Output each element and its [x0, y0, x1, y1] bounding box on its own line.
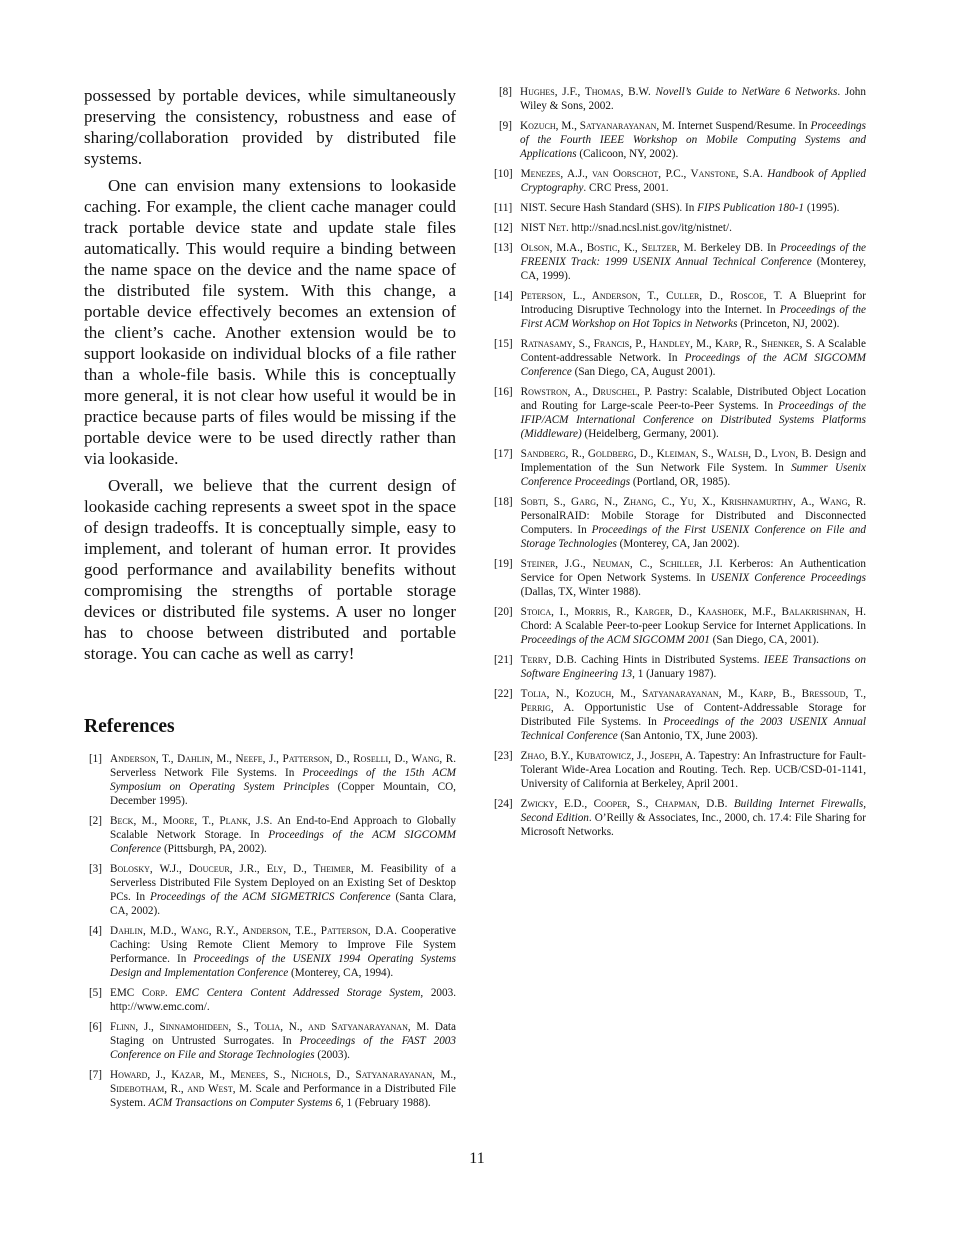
- reference-title: Design and Implementation of the Sun Network File System. In: [520, 448, 866, 474]
- reference-text: [110, 924, 456, 980]
- reference-venue: Summer Usenix Conference Proceedings: [520, 462, 867, 488]
- reference-title: Cooperative Caching: Using Remote Client Memory to Improve File System Performance. In: [110, 925, 456, 965]
- reference-authors: EMC Corp.: [110, 987, 168, 999]
- body-paragraph: One can envision many extensions to lookaside caching. For example, the client cache manager could track portable device state and update stale files automatically. This would require a binding between the name space on the device and the name space of the distributed file system. With this change, a portable device effectively becomes an extension of the client’s cache. Another extension would be to support lookaside on individual blocks of a file rather than a whole-file basis. While this is conceptually more general, it is not clear how useful it would be in practice because parts of files would be missing if the portable device were to be used directly rather than via lookaside.: [84, 176, 456, 468]
- reference-authors: Tolia, N., Kozuch, M., Satyanarayanan, M., Karp, B., Bressoud, T., Perrig, A.: [520, 688, 866, 714]
- reference-venue: Handbook of Applied Cryptography: [520, 168, 867, 194]
- reference-text: [520, 119, 866, 161]
- reference-title: Data Staging on Untrusted Surrogates. In: [110, 1021, 456, 1047]
- reference-authors: NIST Net.: [520, 222, 569, 234]
- reference-entry: [84, 986, 456, 1014]
- reference-title: Berkeley DB. In: [696, 242, 781, 254]
- reference-details: (Calicoon, NY, 2002).: [576, 148, 679, 160]
- reference-number: [22]: [494, 688, 513, 700]
- reference-number: [15]: [494, 338, 513, 350]
- references-heading: References: [84, 716, 175, 737]
- reference-text: [521, 687, 866, 743]
- reference-number: [19]: [494, 558, 513, 570]
- reference-title: Tapestry: An Infrastructure for Fault-Tolerant Wide-Area Location and Routing. Tech. Rep. UCB/CSD-01-1141, University of California at Berkeley, April 2001.: [520, 750, 866, 790]
- references-list-right: [494, 85, 866, 839]
- reference-entry: [494, 167, 866, 195]
- reference-authors: Dahlin, M.D., Wang, R.Y., Anderson, T.E., Patterson, D.A.: [110, 925, 397, 937]
- reference-number: [21]: [494, 654, 513, 666]
- reference-details: (Monterey, CA, Jan 2002).: [616, 538, 740, 550]
- reference-text: [521, 221, 866, 235]
- reference-entry: [84, 924, 456, 980]
- reference-text: [110, 752, 456, 808]
- reference-entry: [494, 797, 866, 839]
- reference-entry: [494, 289, 866, 331]
- reference-text: [520, 201, 866, 215]
- reference-venue: Proceedings of the First USENIX Conference on File and Storage Technologies: [520, 524, 866, 550]
- reference-title: Feasibility of a Serverless Distributed File System Deployed on an Existing Set of Desktop PCs. In: [110, 863, 456, 903]
- reference-entry: [494, 605, 866, 647]
- reference-authors: Olson, M.A., Bostic, K., Seltzer, M.: [520, 242, 697, 254]
- reference-entry: [494, 221, 866, 235]
- reference-venue: Proceedings of the USENIX 1994 Operating Systems Design and Implementation Conference: [110, 953, 456, 979]
- reference-details: . O’Reilly & Associates, Inc., 2000, ch. 17.4: File Sharing for Microsoft Networks.: [520, 812, 866, 838]
- reference-text: [521, 605, 866, 647]
- reference-details: . John Wiley & Sons, 2002.: [520, 86, 866, 112]
- body-paragraph: Overall, we believe that the current design of lookaside caching represents a sweet spot in the space of design tradeoffs. It is conceptually simple, easy to implement, and tolerant of human error. It provides good performance and availability benefits without compromising the strengths of portable storage devices or distributed file systems. A user no longer has to choose between distributed and portable storage. You can cache as well as carry!: [84, 476, 456, 663]
- reference-entry: [84, 752, 456, 808]
- reference-text: [110, 1020, 456, 1062]
- reference-authors: Rowstron, A., Druschel, P.: [520, 386, 652, 398]
- body-paragraph: possessed by portable devices, while simultaneously preserving the consistency, robustness and ease of sharing/collaboration provided by distributed file systems.: [84, 86, 456, 168]
- reference-entry: [494, 241, 866, 283]
- reference-venue: Proceedings of the FREENIX Track: 1999 USENIX Annual Technical Conference: [520, 242, 866, 268]
- reference-title: Caching Hints in Distributed Systems.: [576, 654, 764, 666]
- reference-text: [521, 167, 866, 195]
- reference-text: [521, 447, 866, 489]
- reference-number: [10]: [494, 168, 513, 180]
- reference-number: [4]: [88, 925, 102, 937]
- reference-authors: Zwicky, E.D., Cooper, S., Chapman, D.B.: [520, 798, 728, 810]
- reference-details: . CRC Press, 2001.: [583, 182, 669, 194]
- reference-text: [521, 385, 866, 441]
- reference-venue: Building Internet Firewalls, Second Edition: [520, 798, 866, 824]
- reference-venue: Proceedings of the ACM SIGMETRICS Conference: [150, 891, 391, 903]
- reference-title: Secure Hash Standard (SHS). In: [547, 202, 698, 214]
- reference-entry: [494, 337, 866, 379]
- reference-title: Serverless Network File Systems. In: [110, 767, 303, 779]
- reference-authors: Sandberg, R., Goldberg, D., Kleiman, S., Walsh, D., Lyon, B.: [520, 448, 812, 460]
- reference-authors: Anderson, T., Dahlin, M., Neefe, J., Patterson, D., Roselli, D., Wang, R.: [110, 753, 456, 765]
- reference-title: A Scalable Content-addressable Network. In: [520, 338, 866, 364]
- reference-venue: Proceedings of the FAST 2003 Conference on File and Storage Technologies: [110, 1035, 456, 1061]
- reference-text: [110, 986, 456, 1014]
- reference-entry: [494, 201, 866, 215]
- reference-number: [20]: [494, 606, 513, 618]
- reference-title: A Blueprint for Introducing Disruptive Technology into the Internet. In: [520, 290, 866, 316]
- reference-authors: Zhao, B.Y., Kubatowicz, J., Joseph, A.: [520, 750, 696, 762]
- left-column: [84, 85, 456, 1116]
- reference-number: [6]: [88, 1021, 102, 1033]
- reference-details: , 1 (January 1987).: [632, 668, 717, 680]
- reference-entry: [494, 653, 866, 681]
- reference-details: (San Diego, CA, August 2001).: [571, 366, 716, 378]
- reference-entry: [494, 749, 866, 791]
- reference-venue: Proceedings of the ACM SIGCOMM 2001: [520, 634, 710, 646]
- reference-details: (Monterey, CA, 1999).: [520, 256, 866, 282]
- reference-text: [520, 85, 866, 113]
- reference-entry: [84, 862, 456, 918]
- reference-details: (Portland, OR, 1985).: [630, 476, 731, 488]
- reference-authors: Stoica, I., Morris, R., Karger, D., Kaashoek, M.F., Balakrishnan, H.: [520, 606, 866, 618]
- reference-details: (San Diego, CA, 2001).: [709, 634, 819, 646]
- reference-venue: Proceedings of the ACM SIGCOMM Conference: [110, 829, 456, 855]
- reference-details: (Santa Clara, CA, 2002).: [110, 891, 457, 917]
- reference-authors: Flinn, J., Sinnamohideen, S., Tolia, N., and Satyanarayanan, M.: [110, 1021, 430, 1033]
- reference-details: , 1 (February 1988).: [340, 1097, 431, 1109]
- reference-details: (2003).: [314, 1049, 350, 1061]
- reference-number: [8]: [498, 86, 512, 98]
- reference-entry: [494, 687, 866, 743]
- reference-entry: [494, 85, 866, 113]
- reference-details: (Princeton, NJ, 2002).: [737, 318, 840, 330]
- reference-authors: Peterson, L., Anderson, T., Culler, D., Roscoe, T.: [520, 290, 783, 302]
- reference-number: [14]: [494, 290, 513, 302]
- reference-details: , 2003. http://www.emc.com/.: [110, 987, 456, 1013]
- reference-number: [23]: [494, 750, 513, 762]
- reference-entry: [494, 557, 866, 599]
- reference-details: (Heidelberg, Germany, 2001).: [581, 428, 719, 440]
- reference-number: [18]: [494, 496, 513, 508]
- reference-number: [9]: [498, 120, 512, 132]
- reference-venue: Novell’s Guide to NetWare 6 Networks: [655, 86, 838, 98]
- reference-number: [11]: [494, 202, 513, 214]
- reference-title: Pastry: Scalable, Distributed Object Location and Routing for Large-scale Peer-to-Peer Systems. In: [520, 386, 866, 412]
- reference-text: [521, 653, 866, 681]
- reference-details: (Dallas, TX, Winter 1988).: [520, 586, 641, 598]
- reference-title: Internet Suspend/Resume. In: [674, 120, 811, 132]
- reference-text: [110, 1068, 456, 1110]
- reference-entry: [494, 495, 866, 551]
- reference-number: [2]: [88, 815, 102, 827]
- reference-venue: ACM Transactions on Computer Systems 6: [148, 1097, 341, 1109]
- reference-venue: Proceedings of the First ACM Workshop on Hot Topics in Networks: [520, 304, 866, 330]
- references-list-left: [84, 752, 456, 1110]
- reference-authors: Beck, M., Moore, T., Plank, J.S.: [110, 815, 273, 827]
- reference-title: http://snad.ncsl.nist.gov/itg/nistnet/.: [568, 222, 732, 234]
- reference-title: Chord: A Scalable Peer-to-peer Lookup Service for Internet Applications. In: [520, 620, 866, 632]
- reference-venue: Proceedings of the 15th ACM Symposium on Operating System Principles: [110, 767, 456, 793]
- reference-details: (Pittsburgh, PA, 2002).: [161, 843, 267, 855]
- reference-authors: Bolosky, W.J., Douceur, J.R., Ely, D., Theimer, M.: [110, 863, 374, 875]
- reference-text: [110, 814, 456, 856]
- reference-text: [521, 797, 866, 839]
- reference-entry: [494, 385, 866, 441]
- reference-number: [7]: [88, 1069, 102, 1081]
- reference-number: [5]: [88, 987, 102, 999]
- right-column: [494, 85, 866, 845]
- reference-venue: IEEE Transactions on Software Engineering 13: [520, 654, 866, 680]
- reference-title: Scale and Performance in a Distributed File System.: [110, 1083, 456, 1109]
- reference-text: [521, 749, 866, 791]
- reference-details: (San Antonio, TX, June 2003).: [617, 730, 758, 742]
- reference-number: [1]: [88, 753, 102, 765]
- reference-entry: [84, 814, 456, 856]
- reference-venue: EMC Centera Content Addressed Storage System: [175, 987, 421, 999]
- reference-title: Kerberos: An Authentication Service for Open Network Systems. In: [520, 558, 866, 584]
- reference-number: [17]: [494, 448, 513, 460]
- reference-text: [521, 495, 866, 551]
- reference-authors: Menezes, A.J., van Oorschot, P.C., Vanstone, S.A.: [520, 168, 763, 180]
- reference-authors: Howard, J., Kazar, M., Menees, S., Nichols, D., Satyanarayanan, M., Sidebotham, R., and West, M.: [110, 1069, 456, 1095]
- reference-number: [12]: [494, 222, 513, 234]
- reference-venue: Proceedings of the 2003 USENIX Annual Technical Conference: [520, 716, 866, 742]
- reference-authors: Sobti, S., Garg, N., Zhang, C., Yu, X., Krishnamurthy, A., Wang, R.: [520, 496, 866, 508]
- reference-text: [521, 337, 866, 379]
- reference-details: (Copper Mountain, CO, December 1995).: [110, 781, 456, 807]
- reference-text: [110, 862, 456, 918]
- reference-title: PersonalRAID: Mobile Storage for Distributed and Disconnected Computers. In: [520, 510, 866, 536]
- reference-venue: Proceedings of the Fourth IEEE Workshop on Mobile Computing Systems and Applications: [520, 120, 866, 160]
- reference-venue: USENIX Conference Proceedings: [710, 572, 867, 584]
- reference-details: (Monterey, CA, 1994).: [288, 967, 394, 979]
- reference-authors: Steiner, J.G., Neuman, C., Schiller, J.I.: [520, 558, 723, 570]
- reference-number: [3]: [88, 863, 102, 875]
- reference-text: [521, 241, 866, 283]
- reference-details: (1995).: [804, 202, 840, 214]
- reference-entry: [494, 119, 866, 161]
- page-number: 11: [469, 1150, 485, 1167]
- reference-authors: NIST.: [520, 202, 548, 214]
- reference-title: An End-to-End Approach to Globally Scalable Network Storage. In: [110, 815, 456, 841]
- reference-authors: Hughes, J.F., Thomas, B.W.: [520, 86, 651, 98]
- reference-authors: Terry, D.B.: [520, 654, 577, 666]
- reference-number: [16]: [494, 386, 513, 398]
- reference-authors: Ratnasamy, S., Francis, P., Handley, M., Karp, R., Shenker, S.: [520, 338, 815, 350]
- reference-text: [521, 557, 866, 599]
- reference-number: [24]: [494, 798, 513, 810]
- reference-text: [521, 289, 866, 331]
- reference-number: [13]: [494, 242, 513, 254]
- reference-venue: FIPS Publication 180-1: [697, 202, 805, 214]
- reference-venue: Proceedings of the IFIP/ACM International Conference on Distributed Systems Platforms (Middleware): [520, 400, 866, 440]
- reference-entry: [494, 447, 866, 489]
- reference-entry: [84, 1020, 456, 1062]
- reference-venue: Proceedings of the ACM SIGCOMM Conference: [520, 352, 866, 378]
- reference-entry: [84, 1068, 456, 1110]
- reference-title: Opportunistic Use of Content-Addressable Storage for Distributed File Systems. In: [520, 702, 866, 728]
- reference-authors: Kozuch, M., Satyanarayanan, M.: [520, 120, 675, 132]
